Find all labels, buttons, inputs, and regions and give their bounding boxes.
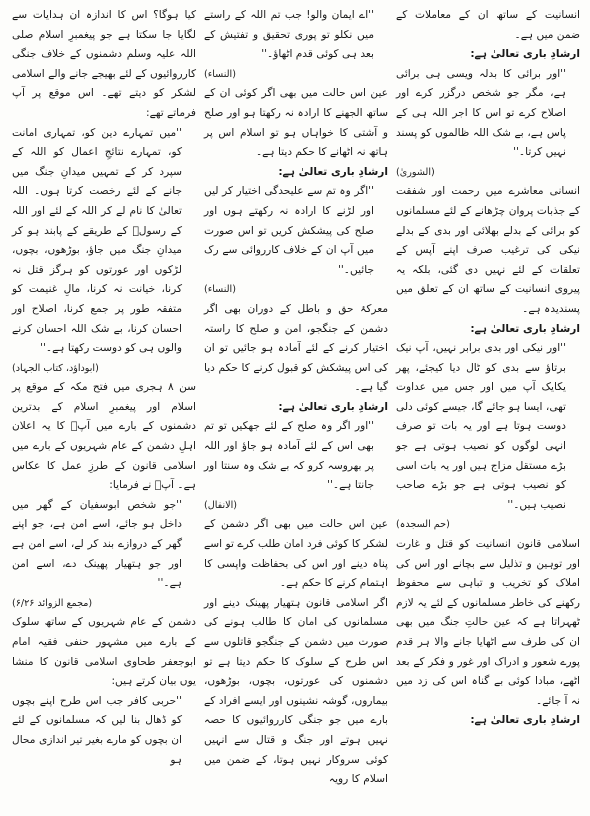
paragraph: معرکۂ حق و باطل کے دوران بھی اگر دشمن کے جنگجو، امن و صلح کا راستہ اختیار کرنے کے لئے آمادہ ہو جائیں تو ان کی اس پیشکش کو قبول کرنے کا حکم دیا گیا ہے۔ xyxy=(204,302,388,394)
column-right xyxy=(392,6,584,812)
reference-citation: (النساء) xyxy=(204,284,236,296)
reference-citation: (الشوریٰ) xyxy=(396,166,435,178)
column-left xyxy=(8,6,200,812)
paragraph: اگر اسلامی قانون ہتھیار پھینک دینے اور مسلمانوں کی امان کا طالب ہونے کی صورت میں دشمن کے جنگجو قاتلوں سے اس طرح کے سلوک کا حکم دیتا ہے تو دشمنوں کی عورتوں، بچوں، بوڑھوں، بیماروں، گوشہ نشینوں اور ایسے افراد کے بارے میں جو جنگی کارروائیوں کا حصہ نہیں ہوتے اور جنگ و قتال سے انہیں کوئی سروکار نہیں ہوتا، کے ضمن میں اسلام کا رویہ xyxy=(204,596,388,786)
reference-citation: (النساء) xyxy=(204,68,236,80)
section-heading: ارشادِ باری تعالیٰ ہے: xyxy=(278,400,388,413)
quote-block: ''اے ایمان والو! جب تم اللہ کے راستے میں نکلو تو پوری تحقیق و تفتیش کے بعد ہی کوئی قدم اٹھاؤ۔'' xyxy=(204,9,374,61)
paragraph: سن ۸ ہجری میں فتح مکہ کے موقع پر اسلام اور پیغمبرِ اسلام کے بدترین دشمنوں کے بارے میں آپؐ کا یہ اعلان اہلِ دشمن کے عام شہریوں کے بارے میں اسلامی قانون کے طرزِ عمل کا عکاس ہے۔ آپؐ نے فرمایا: xyxy=(12,381,197,492)
paragraph: عین اس حالت میں بھی اگر دشمن کے لشکر کا کوئی فرد امان طلب کرے تو اسے پناہ دینے اور اس کی بحفاظت واپسی کا اہتمام کرنے کا حکم ہے۔ xyxy=(204,518,388,590)
quote-block: ''اور برائی کا بدلہ ویسی ہی برائی ہے، مگر جو شخص درگزر کرے اور اصلاح کرے تو اس کا اجر اللہ ہی کے پاس ہے، بے شک اللہ ظالموں کو پسند نہیں کرتا۔'' xyxy=(396,67,566,159)
section-heading: ارشادِ باری تعالیٰ ہے: xyxy=(470,48,580,61)
quote-block: ''اور اگر وہ صلح کے لئے جھکیں تو تم بھی اس کے لئے آمادہ ہو جاؤ اور اللہ پر بھروسہ کرو کہ بے شک وہ سنتا اور جانتا ہے۔'' xyxy=(204,420,374,492)
paragraph: دشمن کے عام شہریوں کے ساتھ سلوک کے بارے میں مشہور حنفی فقیہ امام ابوجعفر طحاوی اسلامی قانون کا منشا یوں بیان کرتے ہیں: xyxy=(12,616,196,688)
reference-citation: (حم السجدہ) xyxy=(396,519,450,531)
quote-block: ''جو شخص ابوسفیان کے گھر میں داخل ہو جائے، اسے امن ہے، جو اپنے گھر کے دروازے بند کر لے، اسے امن ہے اور جو ہتھیار پھینک دے، اسے امن ہے۔'' xyxy=(12,498,182,590)
paragraph: کیا ہوگا؟ اس کا اندازہ ان ہدایات سے لگایا جا سکتا ہے جو پیغمبرِ اسلام صلی اللہ علیہ وسلم دشمنوں کے خلاف جنگی کارروائیوں کے لئے بھیجے جانے والے اسلامی لشکر کو دیتے تھے۔ اس موقع پر آپ فرماتے تھے: xyxy=(12,9,196,119)
section-heading: ارشادِ باری تعالیٰ ہے: xyxy=(278,165,388,178)
quote-block: ''اور نیکی اور بدی برابر نہیں، آپ نیک برتاؤ سے بدی کو ٹال دیا کیجئے، پھر یکایک آپ میں اور جس میں عداوت تھی، ایسا ہو جائے گا، جیسے کوئی دلی دوست ہوتا ہے اور یہ بات تو صرف انہی لوگوں کو نصیب ہوتی ہے جو بڑے مستقل مزاج ہیں اور یہ بات اسی کو نصیب ہوتی ہے جو بڑے صاحب نصیب ہیں۔'' xyxy=(396,342,566,511)
paragraph: اسلامی قانون انسانیت کو قتل و غارت اور توہین و تذلیل سے بچانے اور اس کی املاک کو تخریب و تباہی سے محفوظ رکھنے کی خاطر مسلمانوں کے لئے یہ لازم ٹھہراتا ہے کہ عین حالتِ جنگ میں بھی ان کی طرف سے اٹھایا جانے والا ہر قدم پورے شعور و ادراک اور غور و فکر کے بعد اٹھے، مبادا کوئی بے گناہ اس کی زد میں نہ آ جائے۔ xyxy=(396,538,580,707)
quote-block: ''حربی کافر جب اس طرح اپنے بچوں کو ڈھال بنا لیں کہ مسلمانوں کے لئے ان بچوں کو مارے بغیر تیر اندازی محال ہو xyxy=(12,694,182,766)
paragraph: انسانی معاشرے میں رحمت اور شفقت کے جذبات پروان چڑھانے کے لئے مسلمانوں کو برائی کے بدلے بھلائی اور بدی کے بدلے نیکی کی ترغیب صرف اپنے آپس کے تعلقات کے لئے نہیں دی گئی، بلکہ یہ پیروی انسانیت کے ساتھ ان کے تعلق میں پسندیدہ ہے۔ xyxy=(396,185,580,315)
quote-block: ''اگر وہ تم سے علیحدگی اختیار کر لیں اور لڑنے کا ارادہ نہ رکھتے ہوں اور صلح کی پیشکش کریں تو اس صورت میں آپ ان کے خلاف کارروائی سے رک جائیں۔'' xyxy=(204,185,374,276)
quote-block: ''میں تمہارے دین کو، تمہاری امانت کو، تمہارے نتائجِ اعمال کو اللہ کے سپرد کر کے تمہیں میدانِ جنگ میں جانے کے لئے رخصت کرتا ہوں۔ اللہ تعالیٰ کا نام لے کر اللہ کے لئے اور اللہ کے رسولؐ کے طریقے کے پابند ہو کر میدانِ جنگ میں جاؤ، بوڑھوں، بچوں، لڑکوں اور عورتوں کو ہرگز قتل نہ کرنا، خیانت نہ کرنا، مالِ غنیمت کو متفقہ طور پر جمع کرنا، اصلاح اور احسان کرنا، بے شک اللہ احسان کرنے والوں ہی کو دوست رکھتا ہے۔'' xyxy=(12,126,182,355)
section-heading: ارشادِ باری تعالیٰ ہے: xyxy=(470,714,580,727)
reference-citation: (ابوداؤد، کتاب الجہاد) xyxy=(12,362,99,374)
reference-citation: (الانفال) xyxy=(204,499,238,511)
section-heading: ارشادِ باری تعالیٰ ہے: xyxy=(470,322,580,335)
column-middle xyxy=(200,6,392,812)
paragraph: انسانیت کے ساتھ ان کے معاملات کے ضمن میں ہے۔ xyxy=(396,9,580,41)
paragraph: عین اس حالت میں بھی اگر کوئی ان کے ساتھ الجھنے کا ارادہ نہ رکھتا ہو اور صلح و آشتی کا خواہاں ہو تو اسلام اس پر ہاتھ نہ اٹھانے کا حکم دیتا ہے۔ xyxy=(204,87,388,159)
reference-citation: (مجمع الزوائد ۶/۲۶) xyxy=(12,597,93,609)
